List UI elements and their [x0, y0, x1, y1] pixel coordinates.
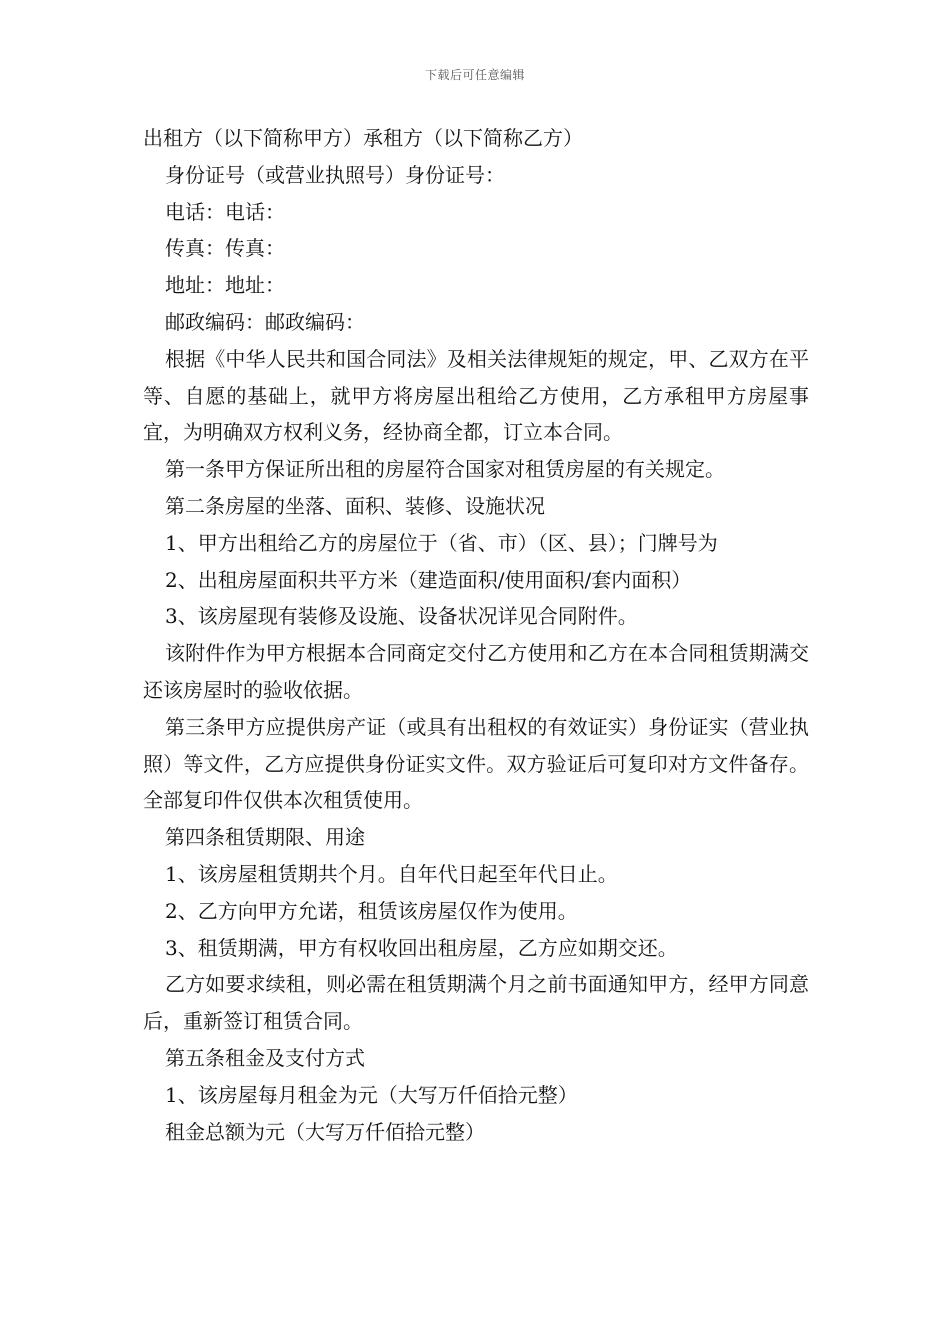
article-4-item-2: 2、乙方向甲方允诺，租赁该房屋仅作为使用。: [165, 898, 578, 923]
address-line: 地址：地址：: [165, 273, 285, 298]
phone-line: 电话：电话：: [165, 199, 285, 224]
total-rent-line: 租金总额为元（大写万仟佰拾元整）: [165, 1119, 485, 1144]
article-5-item-1: 1、该房屋每月租金为元（大写万仟佰拾元整）: [165, 1082, 578, 1107]
article-4-item-3: 3、租赁期满，甲方有权收回出租房屋，乙方应如期交还。: [165, 935, 678, 960]
page-header: 下载后可任意编辑: [424, 68, 525, 82]
article-3: 第三条甲方应提供房产证（或具有出租权的有效证实）身份证实（营业执照）等文件，乙方应提供身份证实文件。双方验证后可复印对方文件备存。全部复印件仅供本次租赁使用。: [143, 714, 809, 813]
fax-line: 传真：传真：: [165, 236, 285, 261]
article-2-title: 第二条房屋的坐落、面积、装修、设施状况: [165, 493, 545, 518]
article-4-item-1: 1、该房屋租赁期共个月。自年代日起至年代日止。: [165, 861, 618, 886]
article-1: 第一条甲方保证所出租的房屋符合国家对租赁房屋的有关规定。: [165, 457, 725, 482]
article-2-item-3: 3、该房屋现有装修及设施、设备状况详见合同附件。: [165, 604, 638, 629]
article-4-title: 第四条租赁期限、用途: [165, 825, 365, 850]
annex-paragraph: 该附件作为甲方根据本合同商定交付乙方使用和乙方在本合同租赁期满交还该房屋时的验收依据。: [143, 641, 809, 702]
id-number-line: 身份证号（或营业执照号）身份证号：: [165, 162, 505, 187]
parties-line: 出租方（以下简称甲方）承租方（以下简称乙方）: [143, 126, 583, 150]
renewal-paragraph: 乙方如要求续租，则必需在租赁期满个月之前书面通知甲方，经甲方同意后，重新签订租赁合同。: [143, 972, 809, 1034]
article-2-item-2: 2、出租房屋面积共平方米（建造面积/使用面积/套内面积）: [165, 567, 692, 592]
preamble-paragraph: 根据《中华人民共和国合同法》及相关法律规矩的规定，甲、乙双方在平等、自愿的基础上，就甲方将房屋出租给乙方使用，乙方承租甲方房屋事宜，为明确双方权利义务，经协商全都，订立本合同。: [143, 346, 809, 445]
postal-code-line: 邮政编码：邮政编码：: [165, 309, 365, 334]
article-5-title: 第五条租金及支付方式: [165, 1045, 365, 1070]
document-body: [143, 120, 809, 1150]
article-2-item-1: 1、甲方出租给乙方的房屋位于（省、市）（区、县）；门牌号为: [165, 530, 718, 555]
